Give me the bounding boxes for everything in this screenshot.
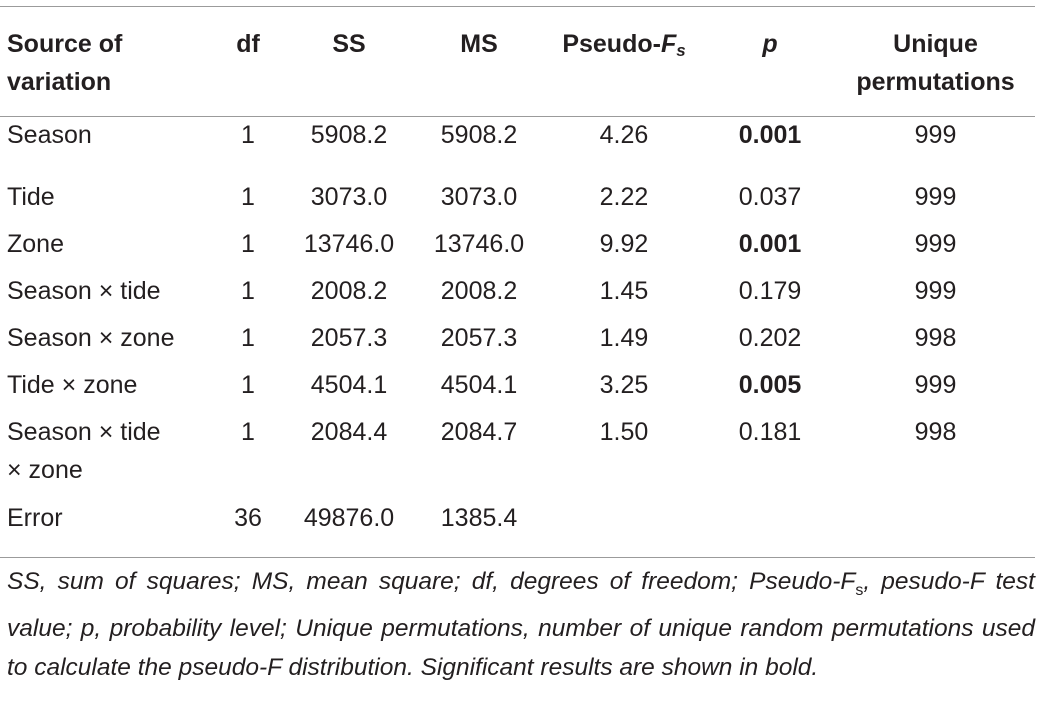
cell-df: 1 [241,183,255,211]
table-row [0,178,1035,225]
cell-ss: 2084.4 [310,418,388,446]
bottom-rule [0,557,1035,558]
cell-permutations [836,499,1035,546]
cell-ss: 4504.1 [310,371,388,399]
cell-p: 0.181 [738,418,802,446]
cell-p: 0.005 [738,371,802,399]
cell-pseudo-f: 1.50 [599,418,649,446]
cell-p: 0.179 [738,277,802,305]
cell-source: Season × tide × zone [7,418,161,484]
cell-ms: 3073.0 [440,183,518,211]
cell-df: 1 [241,371,255,399]
cell-p: 0.001 [738,230,802,258]
table-row [0,101,1035,178]
cell-ms: 2008.2 [440,277,518,305]
cell-source: Zone [7,230,64,258]
table-footnote: SS, sum of squares; MS, mean square; df, degrees of freedom; Pseudo-$F_s$, pesudo-F test value; p, probability level; Unique permutations, number of unique random permutations used to calculate the pseudo-F distribution. Significant results are shown in bold. [7,568,1035,681]
cell-p [704,499,836,546]
cell-source: Season [7,121,92,149]
header-pseudo-f: Pseudo-Fs [562,30,686,60]
anova-table [0,7,1035,546]
cell-df: 1 [241,277,255,305]
cell-pseudo-f: 3.25 [599,371,649,399]
cell-permutations: 999 [914,121,957,149]
cell-source: Error [7,504,63,532]
cell-ms: 2084.7 [440,418,518,446]
cell-ms: 13746.0 [433,230,525,258]
cell-pseudo-f: 1.49 [599,324,649,352]
cell-permutations: 999 [914,371,957,399]
header-ss: SS [332,30,366,58]
cell-permutations: 999 [914,230,957,258]
header-ms: MS [460,30,498,58]
cell-p: 0.001 [738,121,802,149]
table-row [0,499,1035,546]
table-row [0,366,1035,413]
cell-pseudo-f: 4.26 [599,121,649,149]
cell-permutations: 998 [914,324,957,352]
cell-df: 1 [241,121,255,149]
cell-source: Tide [7,183,55,211]
table-row [0,225,1035,272]
cell-source: Tide × zone [7,371,138,399]
cell-pseudo-f: 1.45 [599,277,649,305]
header-row [0,7,1035,101]
cell-p: 0.202 [738,324,802,352]
cell-source: Season × tide [7,277,161,305]
cell-ms: 2057.3 [440,324,518,352]
header-df: df [236,30,260,58]
cell-df: 36 [234,504,262,532]
header-p: p [762,30,778,58]
cell-ss: 3073.0 [310,183,388,211]
cell-ss: 5908.2 [310,121,388,149]
cell-permutations: 999 [914,183,957,211]
table-row [0,272,1035,319]
cell-ss: 2008.2 [310,277,388,305]
cell-source: Season × zone [7,324,175,352]
cell-ss: 49876.0 [303,504,395,532]
cell-ss: 2057.3 [310,324,388,352]
cell-df: 1 [241,418,255,446]
cell-pseudo-f: 2.22 [599,183,649,211]
cell-permutations: 999 [914,277,957,305]
cell-df: 1 [241,230,255,258]
table-row [0,413,1035,499]
cell-permutations: 998 [914,418,957,446]
header-unique-permutations: Unique permutations [856,30,1015,96]
cell-pseudo-f: 9.92 [599,230,649,258]
cell-ms: 5908.2 [440,121,518,149]
header-source: Source of variation [7,30,123,96]
cell-p: 0.037 [738,183,802,211]
cell-ms: 1385.4 [440,504,518,532]
cell-ss: 13746.0 [303,230,395,258]
cell-ms: 4504.1 [440,371,518,399]
cell-pseudo-f [544,499,704,546]
cell-df: 1 [241,324,255,352]
table-row [0,319,1035,366]
